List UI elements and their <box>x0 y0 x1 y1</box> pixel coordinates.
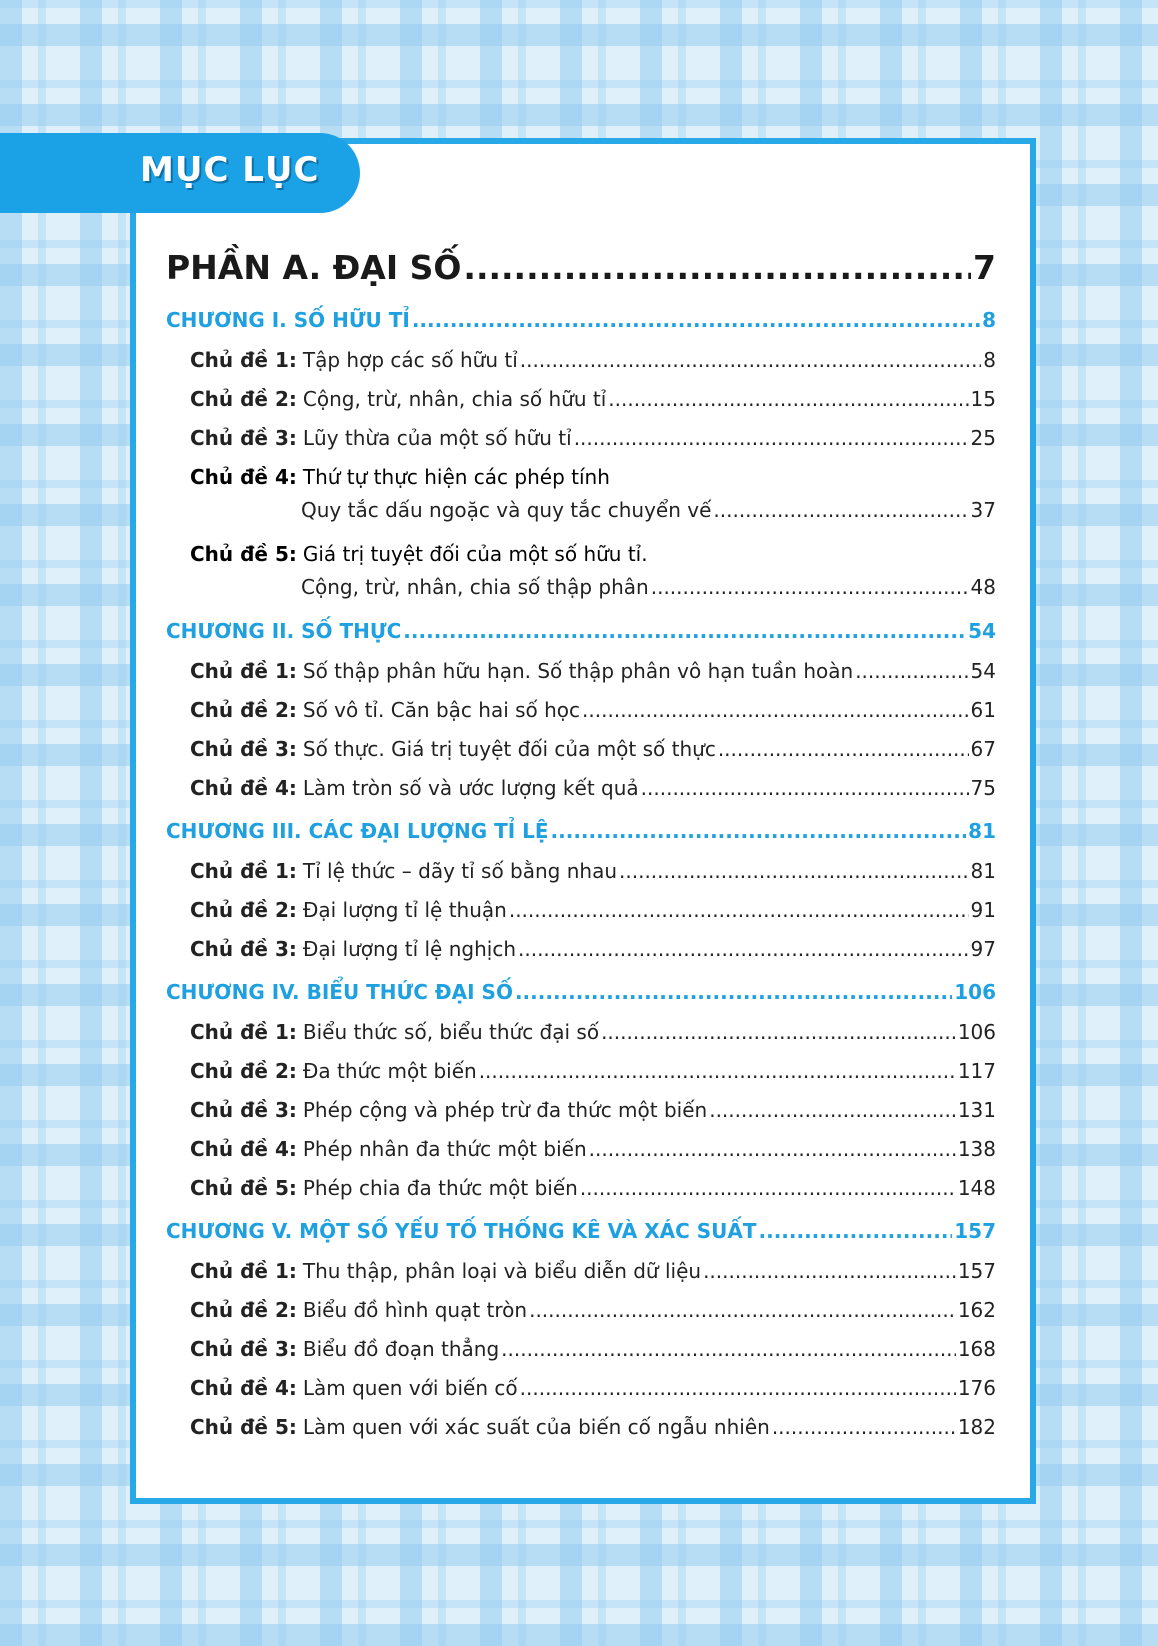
topic-entry[interactable] <box>166 898 996 937</box>
topic-entry[interactable] <box>166 737 996 776</box>
topic-page: 162 <box>957 1298 996 1322</box>
topic-label: Chủ đề 5: <box>190 1176 297 1200</box>
chapter-page: 157 <box>954 1219 996 1243</box>
topic-title: Biểu thức số, biểu thức đại số <box>302 1020 600 1044</box>
topic-label: Chủ đề 1: <box>190 1259 297 1283</box>
topic-page: 91 <box>970 898 996 922</box>
dot-leader <box>772 1415 956 1439</box>
dot-leader <box>651 575 969 599</box>
topic-title: Lũy thừa của một số hữu tỉ <box>302 426 572 450</box>
topic-title: Tỉ lệ thức – dãy tỉ số bằng nhau <box>302 859 618 883</box>
topic-page: 15 <box>970 387 996 411</box>
dot-leader <box>608 387 968 411</box>
topic-page: 148 <box>957 1176 996 1200</box>
topic-entry[interactable] <box>166 1020 996 1059</box>
topic-page: 8 <box>983 348 996 372</box>
part-page: 7 <box>973 248 996 287</box>
topic-entry[interactable] <box>166 659 996 698</box>
topic-entry[interactable] <box>166 1059 996 1098</box>
topic-title: Số thực. Giá trị tuyệt đối của một số thực <box>302 737 716 761</box>
topic-label: Chủ đề 4: <box>190 1376 297 1400</box>
part-entry[interactable] <box>166 248 996 304</box>
topic-entry[interactable] <box>166 426 996 465</box>
dot-leader <box>412 308 980 332</box>
topic-title: Đại lượng tỉ lệ thuận <box>302 898 507 922</box>
topic-label: Chủ đề 3: <box>190 1098 297 1122</box>
dot-leader <box>520 1376 956 1400</box>
dot-leader <box>703 1259 956 1283</box>
topic-page: 168 <box>957 1337 996 1361</box>
topic-title: Số vô tỉ. Căn bậc hai số học <box>302 698 581 722</box>
dot-leader <box>641 776 969 800</box>
topic-entry[interactable] <box>166 1415 996 1454</box>
chapter-title: CHƯƠNG I. SỐ HỮU TỈ <box>166 308 410 332</box>
topic-page: 48 <box>970 575 996 599</box>
chapter-list <box>166 308 996 1454</box>
chapter-page: 8 <box>982 308 996 332</box>
topic-title: Biểu đồ hình quạt tròn <box>302 1298 528 1322</box>
topic-label: Chủ đề 1: <box>190 348 297 372</box>
dot-leader <box>479 1059 956 1083</box>
topic-title: Phép chia đa thức một biến <box>302 1176 578 1200</box>
topic-entry[interactable] <box>166 542 996 613</box>
topic-page: 131 <box>957 1098 996 1122</box>
dot-leader <box>580 1176 956 1200</box>
topic-page: 54 <box>970 659 996 683</box>
topic-title: Tập hợp các số hữu tỉ <box>302 348 518 372</box>
topic-entry[interactable] <box>166 1137 996 1176</box>
topic-entry[interactable] <box>166 1176 996 1215</box>
topic-entry[interactable] <box>166 776 996 815</box>
dot-leader <box>529 1298 956 1322</box>
dot-leader <box>509 898 969 922</box>
dot-leader <box>718 737 969 761</box>
topic-page: 75 <box>970 776 996 800</box>
dot-leader <box>501 1337 956 1361</box>
topic-entry[interactable] <box>166 698 996 737</box>
topic-first-line <box>190 465 996 498</box>
topic-entry[interactable] <box>166 1098 996 1137</box>
topic-title: Đại lượng tỉ lệ nghịch <box>302 937 516 961</box>
topic-page: 176 <box>957 1376 996 1400</box>
topic-label: Chủ đề 3: <box>190 937 297 961</box>
topic-label: Chủ đề 4: <box>190 776 297 800</box>
topic-title: Làm quen với biến cố <box>302 1376 518 1400</box>
topic-label: Chủ đề 3: <box>190 737 297 761</box>
table-of-contents <box>166 248 996 1454</box>
topic-entry[interactable] <box>166 937 996 976</box>
topic-page: 138 <box>957 1137 996 1161</box>
topic-page: 157 <box>957 1259 996 1283</box>
chapter-title: CHƯƠNG V. MỘT SỐ YẾU TỐ THỐNG KÊ VÀ XÁC SUẤT <box>166 1219 757 1243</box>
topic-label: Chủ đề 5: <box>190 1415 297 1439</box>
page-title: MỤC LỤC <box>140 150 320 190</box>
topic-title-continued: Cộng, trừ, nhân, chia số thập phân <box>301 575 649 599</box>
chapter-title: CHƯƠNG IV. BIỂU THỨC ĐẠI SỐ <box>166 980 513 1004</box>
dot-leader <box>582 698 969 722</box>
topic-page: 106 <box>957 1020 996 1044</box>
topic-second-line <box>190 498 996 536</box>
topic-title: Cộng, trừ, nhân, chia số hữu tỉ <box>302 387 607 411</box>
topic-label: Chủ đề 1: <box>190 1020 297 1044</box>
topic-label: Chủ đề 2: <box>190 1059 297 1083</box>
topic-page: 81 <box>970 859 996 883</box>
dot-leader <box>518 937 969 961</box>
dot-leader <box>515 980 952 1004</box>
topic-page: 97 <box>970 937 996 961</box>
topic-label: Chủ đề 2: <box>190 1298 297 1322</box>
topic-label: Chủ đề 4: <box>190 1137 297 1161</box>
topic-title-continued: Quy tắc dấu ngoặc và quy tắc chuyển vế <box>301 498 712 522</box>
topic-entry[interactable] <box>166 465 996 536</box>
topic-page: 182 <box>957 1415 996 1439</box>
topic-second-line <box>190 575 996 613</box>
chapter-entry[interactable] <box>166 619 996 659</box>
chapter-page: 54 <box>968 619 996 643</box>
topic-page: 67 <box>970 737 996 761</box>
chapter-entry[interactable] <box>166 819 996 859</box>
topic-entry[interactable] <box>166 1376 996 1415</box>
topic-label: Chủ đề 4: <box>190 465 297 489</box>
topic-page: 61 <box>970 698 996 722</box>
topic-page: 117 <box>957 1059 996 1083</box>
topic-page: 25 <box>970 426 996 450</box>
topic-first-line <box>190 542 996 575</box>
topic-label: Chủ đề 2: <box>190 898 297 922</box>
topic-entry[interactable] <box>166 348 996 387</box>
topic-label: Chủ đề 2: <box>190 387 297 411</box>
topic-title: Làm quen với xác suất của biến cố ngẫu nhiên <box>302 1415 770 1439</box>
dot-leader <box>759 1219 953 1243</box>
topic-label: Chủ đề 1: <box>190 859 297 883</box>
dot-leader <box>589 1137 956 1161</box>
dot-leader <box>574 426 969 450</box>
topic-title: Thu thập, phân loại và biểu diễn dữ liệu <box>302 1259 702 1283</box>
topic-entry[interactable] <box>166 859 996 898</box>
chapter-entry[interactable] <box>166 1219 996 1259</box>
topic-label: Chủ đề 2: <box>190 698 297 722</box>
dot-leader <box>855 659 968 683</box>
topic-entry[interactable] <box>166 1337 996 1376</box>
dot-leader <box>463 248 971 287</box>
part-title: PHẦN A. ĐẠI SỐ <box>166 248 462 287</box>
topic-title: Thứ tự thực hiện các phép tính <box>302 465 610 489</box>
dot-leader <box>403 619 966 643</box>
dot-leader <box>709 1098 956 1122</box>
topic-title: Số thập phân hữu hạn. Số thập phân vô hạn tuần hoàn <box>302 659 854 683</box>
chapter-page: 106 <box>954 980 996 1004</box>
dot-leader <box>520 348 981 372</box>
topic-title: Làm tròn số và ước lượng kết quả <box>302 776 639 800</box>
chapter-entry[interactable] <box>166 308 996 348</box>
topic-label: Chủ đề 5: <box>190 542 297 566</box>
topic-page: 37 <box>970 498 996 522</box>
topic-entry[interactable] <box>166 1298 996 1337</box>
topic-label: Chủ đề 3: <box>190 1337 297 1361</box>
topic-title: Phép nhân đa thức một biến <box>302 1137 587 1161</box>
chapter-entry[interactable] <box>166 980 996 1020</box>
topic-label: Chủ đề 3: <box>190 426 297 450</box>
topic-title: Đa thức một biến <box>302 1059 477 1083</box>
dot-leader <box>601 1020 956 1044</box>
topic-title: Giá trị tuyệt đối của một số hữu tỉ. <box>302 542 648 566</box>
chapter-page: 81 <box>968 819 996 843</box>
topic-title: Biểu đồ đoạn thẳng <box>302 1337 500 1361</box>
topic-entry[interactable] <box>166 1259 996 1298</box>
chapter-title: CHƯƠNG III. CÁC ĐẠI LƯỢNG TỈ LỆ <box>166 819 549 843</box>
dot-leader <box>619 859 969 883</box>
dot-leader <box>713 498 968 522</box>
dot-leader <box>551 819 967 843</box>
topic-entry[interactable] <box>166 387 996 426</box>
chapter-title: CHƯƠNG II. SỐ THỰC <box>166 619 402 643</box>
topic-title: Phép cộng và phép trừ đa thức một biến <box>302 1098 708 1122</box>
topic-label: Chủ đề 1: <box>190 659 297 683</box>
